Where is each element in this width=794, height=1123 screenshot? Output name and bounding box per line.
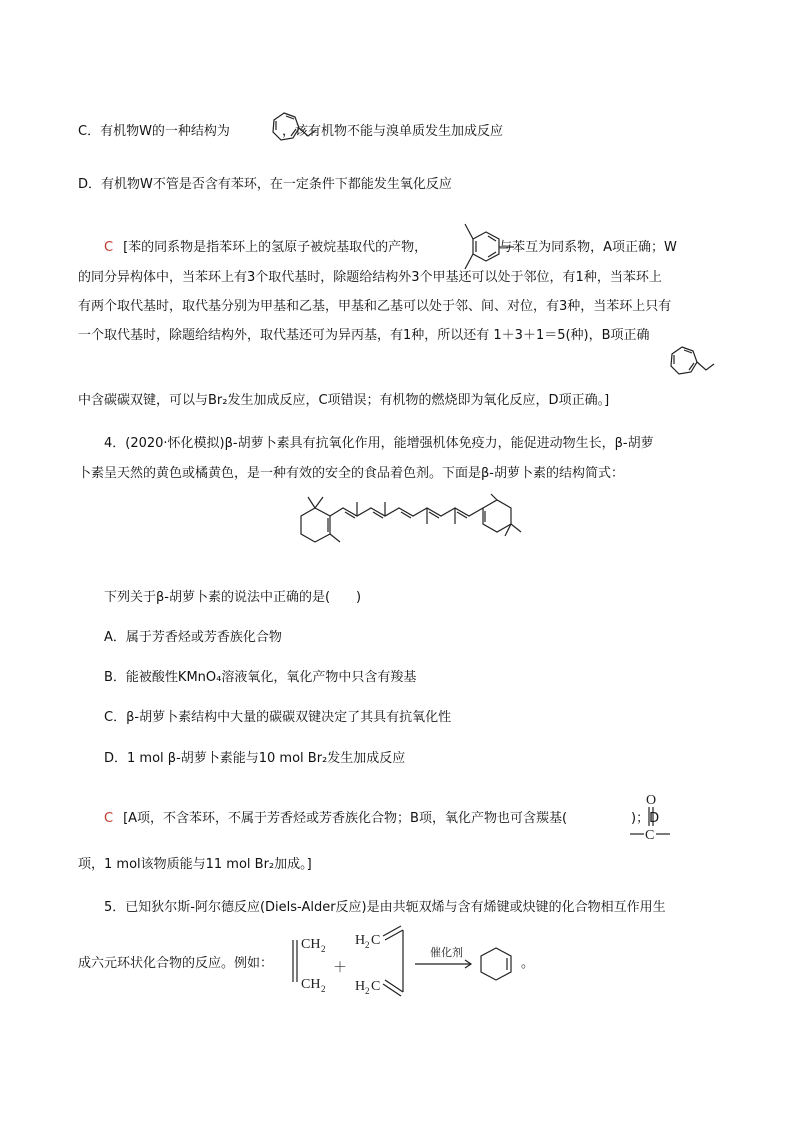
question4-line2: 卜素呈天然的黄色或橘黄色，是一种有效的安全的食品着色剂。下面是β-胡萝卜素的结构简式：	[78, 466, 624, 481]
answer4-letter: C	[104, 811, 114, 826]
beta-carotene-structure	[295, 494, 535, 564]
question5-line2-after: 。	[521, 956, 535, 971]
ethylene-top-sub: 2	[321, 944, 326, 954]
question5-line2-before: 成六元环状化合物的反应。例如：	[78, 956, 274, 971]
question4-option-c: C．β-胡萝卜素结构中大量的碳碳双键决定了其具有抗氧化性	[104, 710, 452, 725]
answer3-line5: 中含碳碳双键，可以与Br₂发生加成反应，C项错误；有机物的燃烧即为氧化反应，D项正确。]	[78, 393, 610, 408]
ethylene-bottom-sub: 2	[321, 984, 326, 994]
question4-option-b: B．能被酸性KMnO₄溶液氧化，氧化产物中只含有羧基	[104, 670, 417, 685]
catalyst-label: 催化剂	[430, 946, 463, 959]
carbonyl-structure	[620, 790, 680, 846]
option-c-text-before: C．有机物W的一种结构为	[78, 124, 230, 139]
question4-stem: 下列关于β-胡萝卜素的说法中正确的是( )	[104, 590, 362, 605]
plus-sign: ＋	[333, 961, 347, 976]
answer4-line1-before: [A项，不含苯环，不属于芳香烃或芳香族化合物；B项，氧化产物也可含羰基(	[123, 811, 568, 826]
answer4-line1	[104, 809, 659, 829]
option-c-text-after: ，该有机物不能与溴单质发生加成反应	[281, 124, 503, 139]
butadiene-top-sub: 2	[365, 940, 370, 950]
ethyl-cycloheptatriene-structure	[270, 110, 330, 150]
answer3-line1-after: 与苯互为同系物，A项正确；W	[499, 240, 677, 255]
question4-option-d: D．1 mol β-胡萝卜素能与10 mol Br₂发生加成反应	[104, 751, 406, 766]
answer3-line1	[104, 238, 677, 258]
question4-line1: 4．(2020·怀化模拟)β-胡萝卜素具有抗氧化作用，能增强机体免疫力，能促进动物生长，β-胡萝	[104, 436, 654, 451]
butadiene-bottom-c: C	[371, 979, 381, 994]
answer3-line1-before: [苯的同系物是指苯环上的氢原子被烷基取代的产物，	[123, 240, 428, 255]
carbonyl-carbon: C	[645, 828, 655, 843]
butadiene-top-c: C	[371, 933, 381, 948]
option-d-line: D．有机物W不管是否含有苯环，在一定条件下都能发生氧化反应	[78, 177, 452, 192]
answer3-letter: C	[104, 240, 114, 255]
answer3-line4: 一个取代基时，除题给结构外，取代基还可为异丙基，有1种，所以还有 1＋3＋1＝5(种)，B项正确	[78, 328, 650, 343]
answer3-line2: 的同分异构体中，当苯环上有3个取代基时，除题给结构外3个甲基还可以处于邻位，有1种，当苯环上	[78, 270, 662, 285]
answer4-line2: 项，1 mol该物质能与11 mol Br₂加成。]	[78, 857, 312, 872]
carbonyl-oxygen: O	[646, 793, 657, 808]
question4-option-a: A．属于芳香烃或芳香族化合物	[104, 630, 282, 645]
butadiene-bottom-sub: 2	[365, 986, 370, 996]
ethyl-cycloheptatriene-structure-2	[668, 344, 728, 380]
answer3-line3: 有两个取代基时，取代基分别为甲基和乙基，甲基和乙基可以处于邻、间、对位，有3种，当苯环上只有	[78, 299, 672, 314]
answer4-line1-after: )；D	[631, 811, 660, 826]
ethylene-top-ch: CH	[301, 937, 321, 952]
ethylene-bottom-ch: CH	[301, 977, 321, 992]
diels-alder-reaction	[285, 926, 535, 1002]
question5-line1: 5．已知狄尔斯-阿尔德反应(Diels-Alder反应)是由共轭双烯与含有烯键或炔键的化合物相互作用生	[104, 900, 666, 915]
butadiene-top-h: H	[355, 933, 366, 948]
butadiene-bottom-h: H	[355, 979, 366, 994]
